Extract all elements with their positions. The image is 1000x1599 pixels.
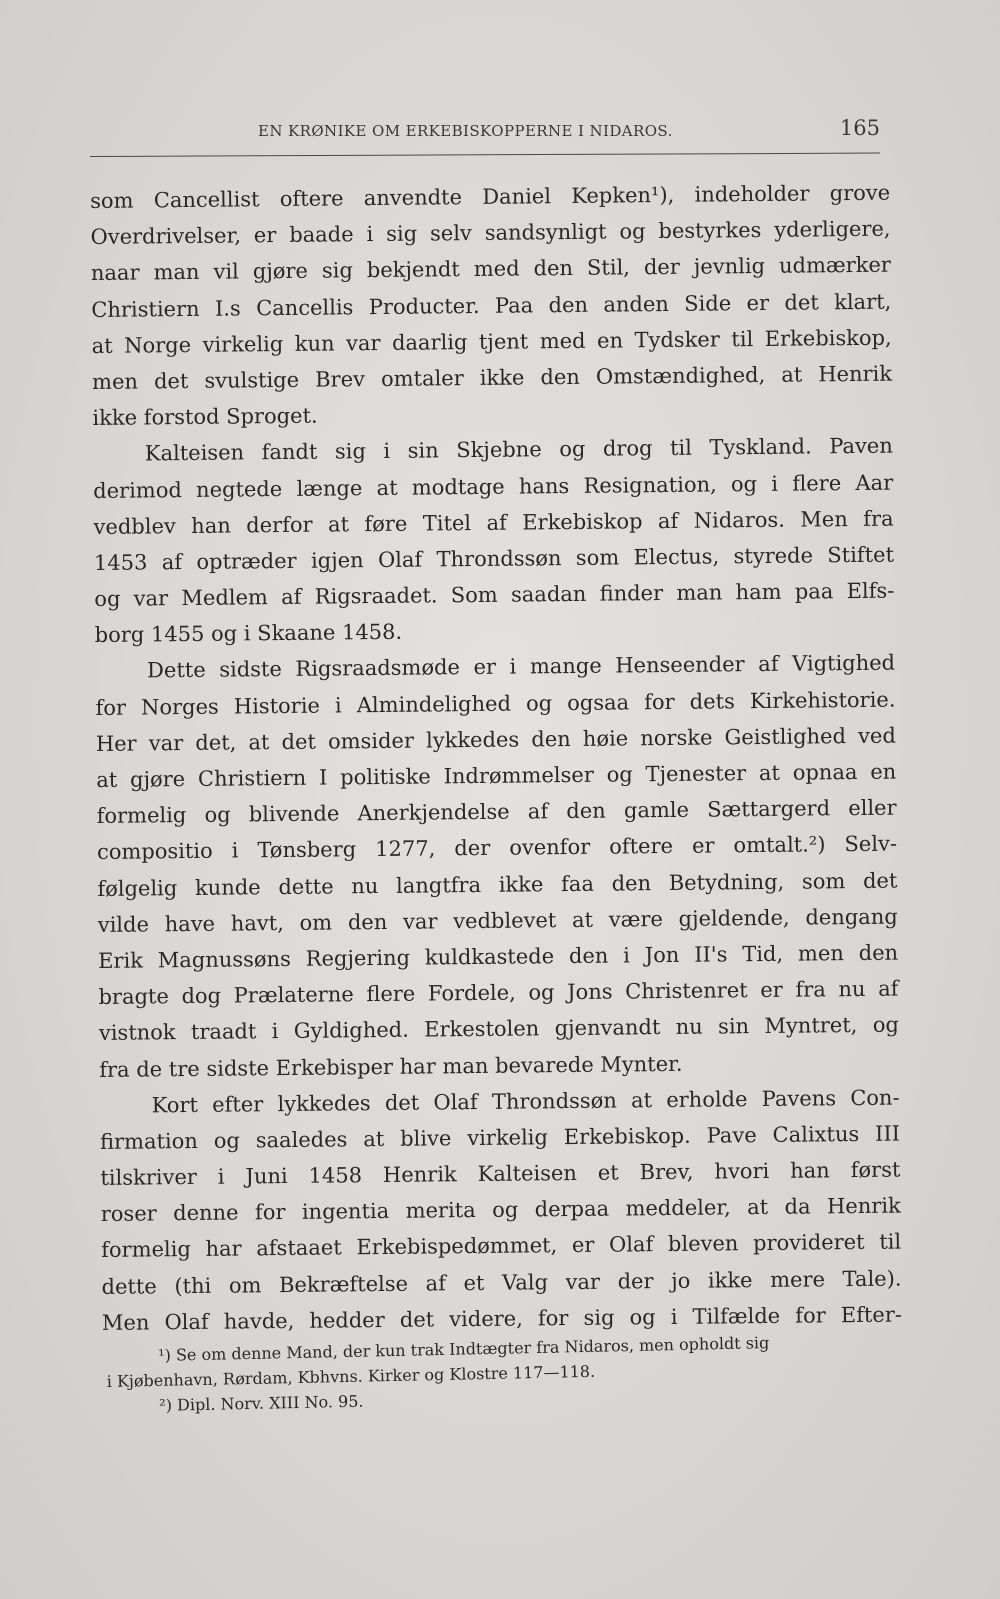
footnote-1-continued: i Kjøbenhavn, Rørdam, Kbhvns. Kirker og Klostre 117—118.: [106, 1361, 596, 1391]
text-line: men det svulstige Brev omtaler ikke den Omstændighed, at Henrik: [91, 361, 893, 394]
text-line: naar man vil gjøre sig bekjendt med den Stil, der jevnlig udmærker: [90, 252, 892, 286]
footnotes: [106, 1327, 897, 1419]
text-line: dette (thi om Bekræftelse af et Valg var der jo ikke mere Tale).: [101, 1266, 902, 1299]
text-line: Christiern I.s Cancellis Producter. Paa den anden Side er det klart,: [91, 289, 892, 322]
text-line: firmation og saaledes at blive virkelig Erkebiskop. Pave Calixtus III: [99, 1121, 901, 1154]
text-line: at Norge virkelig kun var daarlig tjent med en Tydsker til Erkebiskop,: [91, 325, 892, 358]
text-line: tilskriver i Juni 1458 Henrik Kalteisen et Brev, hvori han først: [100, 1157, 901, 1191]
text-line: og var Medlem af Rigsraadet. Som saadan finder man ham paa Elfs-: [94, 578, 895, 612]
text-line: fra de tre sidste Erkebisper har man bevarede Mynter.: [99, 1051, 683, 1082]
text-line: som Cancellist oftere anvendte Daniel Kepken¹), indeholder grove: [90, 180, 891, 213]
text-line: ikke forstod Sproget.: [92, 403, 318, 431]
text-line: borg 1455 og i Skaane 1458.: [94, 620, 403, 648]
text-line: compositio i Tønsberg 1277, der ovenfor oftere er omtalt.²) Selv-: [96, 831, 898, 865]
footnote-1: ¹) Se om denne Mand, der kun trak Indtægter fra Nidaros, men opholdt sig: [158, 1333, 770, 1365]
text-line: Her var det, at det omsider lykkedes den høie norske Geistlighed ved: [95, 723, 896, 756]
text-line: bragte dog Prælaterne flere Fordele, og Jons Christenret er fra nu af: [98, 976, 899, 1010]
footnote-2: ²) Dipl. Norv. XIII No. 95.: [159, 1391, 364, 1415]
text-line: Kalteisen fandt sig i sin Skjebne og drog til Tyskland. Paven: [144, 433, 893, 466]
text-line: formelig har afstaaet Erkebispedømmet, er Olaf bleven provideret til: [101, 1230, 902, 1263]
text-line: roser denne for ingentia merita og derpaa meddeler, at da Henrik: [100, 1193, 901, 1227]
text-line: Erik Magnussøns Regjering kuldkastede den i Jon II's Tid, men den: [98, 940, 899, 973]
text-line: Dette sidste Rigsraadsmøde er i mange Henseender af Vigtighed: [146, 651, 896, 683]
text-line: vilde have havt, om den var vedblevet at være gjeldende, dengang: [97, 904, 898, 937]
text-line: Overdrivelser, er baade i sig selv sandsynligt og bestyrkes yderligere,: [90, 216, 891, 250]
header-rule: [90, 153, 880, 157]
text-line: for Norges Historie i Almindelighed og ogsaa for dets Kirkehistorie.: [95, 687, 896, 720]
text-line: Kort efter lykkedes det Olaf Throndssøn at erholde Pavens Con-: [151, 1085, 900, 1118]
running-head: EN KRØNIKE OM ERKEBISKOPPERNE I NIDAROS.: [258, 122, 673, 140]
text-line: derimod negtede længe at modtage hans Resignation, og i flere Aar: [93, 470, 894, 503]
text-line: formelig og blivende Anerkjendelse af den gamle Sættargerd eller: [96, 795, 897, 829]
text-line: at gjøre Christiern I politiske Indrømmelser og Tjenester at opnaa en: [96, 759, 897, 792]
body-text: [90, 175, 902, 1341]
text-line: 1453 af optræder igjen Olaf Throndssøn som Electus, styrede Stiftet: [93, 542, 895, 575]
text-line: vedblev han derfor at føre Titel af Erkebiskop af Nidaros. Men fra: [93, 506, 894, 539]
page-number: 165: [839, 116, 880, 140]
text-line: Men Olaf havde, hedder det videre, for sig og i Tilfælde for Efter-: [101, 1302, 903, 1335]
text-line: vistnok traadt i Gyldighed. Erkestolen gjenvandt nu sin Myntret, og: [98, 1012, 899, 1046]
text-line: følgelig kunde dette nu langtfra ikke faa den Betydning, som det: [97, 868, 898, 901]
page-header: [90, 116, 890, 156]
